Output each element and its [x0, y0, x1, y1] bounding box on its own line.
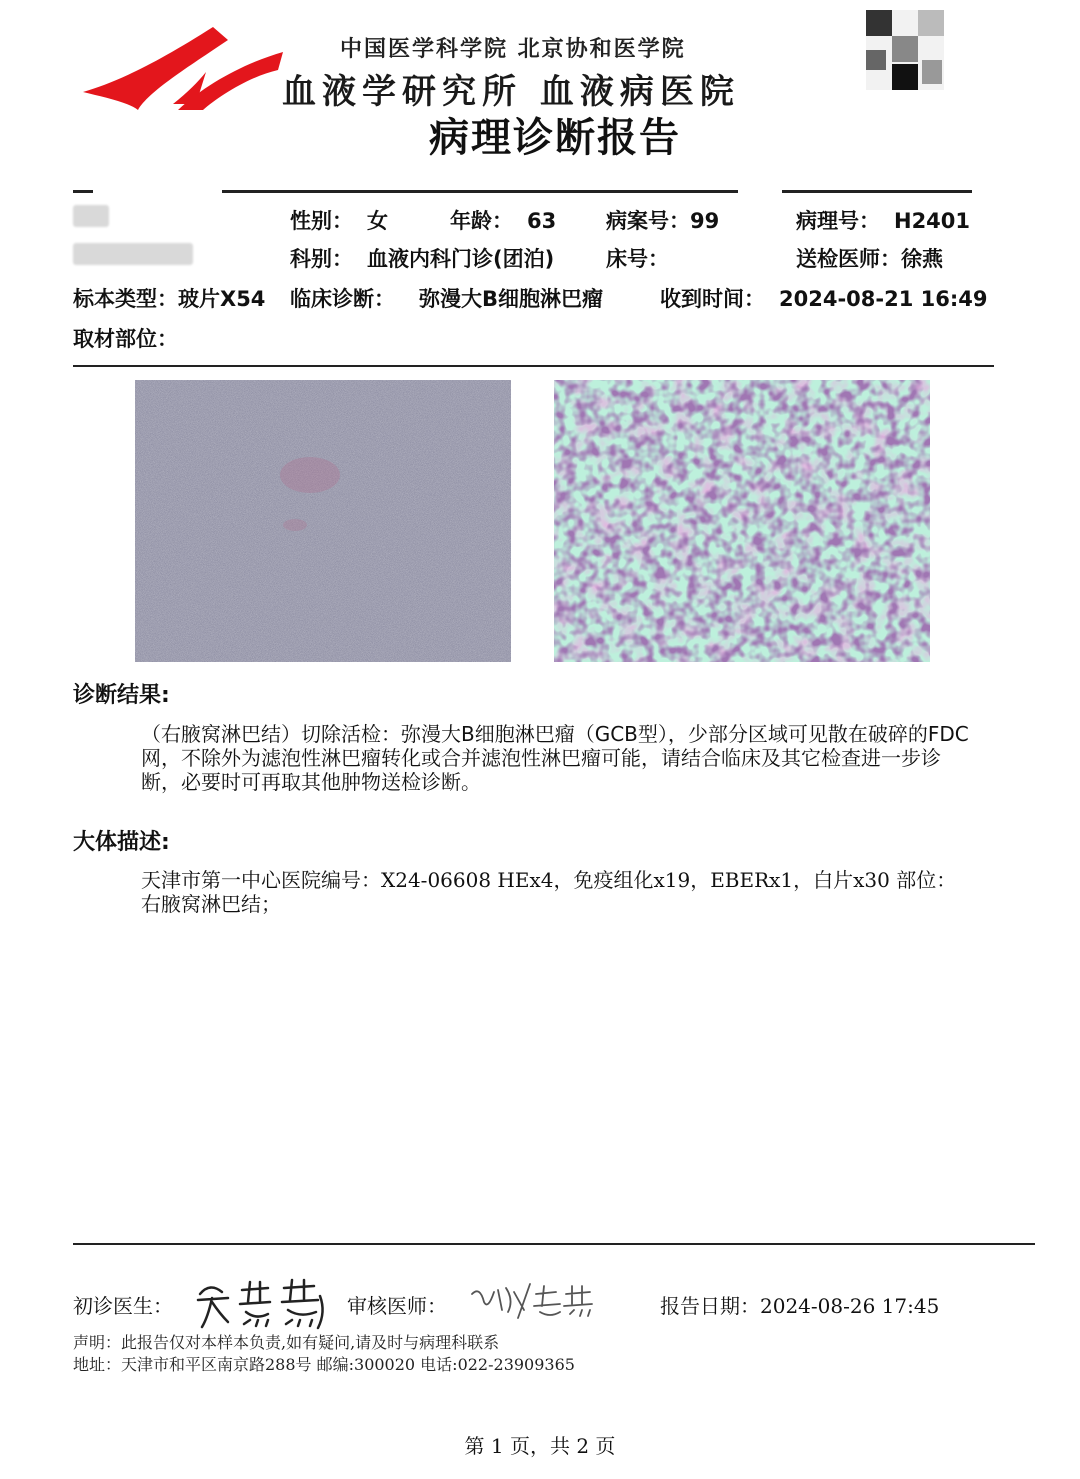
- report-date-field: 报告日期：2024-08-26 17:45: [660, 1294, 940, 1318]
- institution-logo: [78, 22, 288, 110]
- patient-type-redacted: [73, 243, 193, 265]
- initial-doctor-label: 初诊医生：: [73, 1294, 173, 1318]
- diagnosis-text: （右腋窝淋巴结）切除活检：弥漫大B细胞淋巴瘤（GCB型），少部分区域可见散在破碎的FDC网，不除外为滤泡性淋巴瘤转化或合并滤泡性淋巴瘤可能，请结合临床及其它检查进一步诊断，必要时可再取其他肿物送检诊断。: [141, 722, 969, 794]
- review-doctor-label: 审核医师：: [347, 1294, 447, 1318]
- qr-code-redacted: [866, 10, 944, 90]
- micrograph-high-power: [554, 380, 930, 662]
- specimen-type-field: 标本类型：玻片X54: [73, 287, 266, 311]
- review-doctor-signature: [468, 1280, 598, 1320]
- page-indicator: 第 1 页，共 2 页: [464, 1434, 616, 1458]
- header-rule: [73, 190, 93, 193]
- institution-name-line1: 中国医学科学院 北京协和医学院: [340, 36, 686, 62]
- section-divider: [73, 365, 994, 367]
- sampling-site-field: 取材部位：: [73, 327, 178, 351]
- gender-field: 性别： 女: [290, 209, 388, 233]
- bed-number-field: 床号：: [606, 247, 669, 271]
- disclaimer-statement: 声明：此报告仅对本样本负责,如有疑问,请及时与病理科联系: [73, 1333, 500, 1352]
- header-rule: [222, 190, 738, 193]
- micrograph-low-power: [135, 380, 511, 662]
- header-rule: [782, 190, 972, 193]
- age-field: 年龄： 63: [450, 209, 557, 233]
- clinical-diagnosis-field: 临床诊断： 弥漫大B细胞淋巴瘤: [290, 287, 604, 311]
- patient-name-redacted: [73, 205, 109, 227]
- department-field: 科别： 血液内科门诊(团泊): [290, 247, 555, 271]
- gross-description-heading: 大体描述:: [73, 830, 170, 855]
- referring-doctor-field: 送检医师：徐燕: [796, 247, 943, 271]
- case-number-field: 病案号：99: [606, 209, 720, 233]
- report-title: 病理诊断报告: [429, 115, 681, 161]
- diagnosis-heading: 诊断结果:: [73, 683, 170, 708]
- gross-description-text: 天津市第一中心医院编号：X24-06608 HEx4，免疫组化x19，EBERx1，白片x30 部位：右腋窝淋巴结；: [141, 868, 957, 916]
- institution-name-line2: 血液学研究所 血液病医院: [282, 72, 740, 112]
- initial-doctor-signature: [190, 1272, 330, 1332]
- pathology-number-field: 病理号： H2401: [796, 209, 971, 233]
- received-time-field: 收到时间： 2024-08-21 16:49: [660, 287, 988, 311]
- hospital-address: 地址：天津市和平区南京路288号 邮编:300020 电话:022-23909365: [73, 1355, 575, 1374]
- footer-divider: [73, 1243, 1035, 1245]
